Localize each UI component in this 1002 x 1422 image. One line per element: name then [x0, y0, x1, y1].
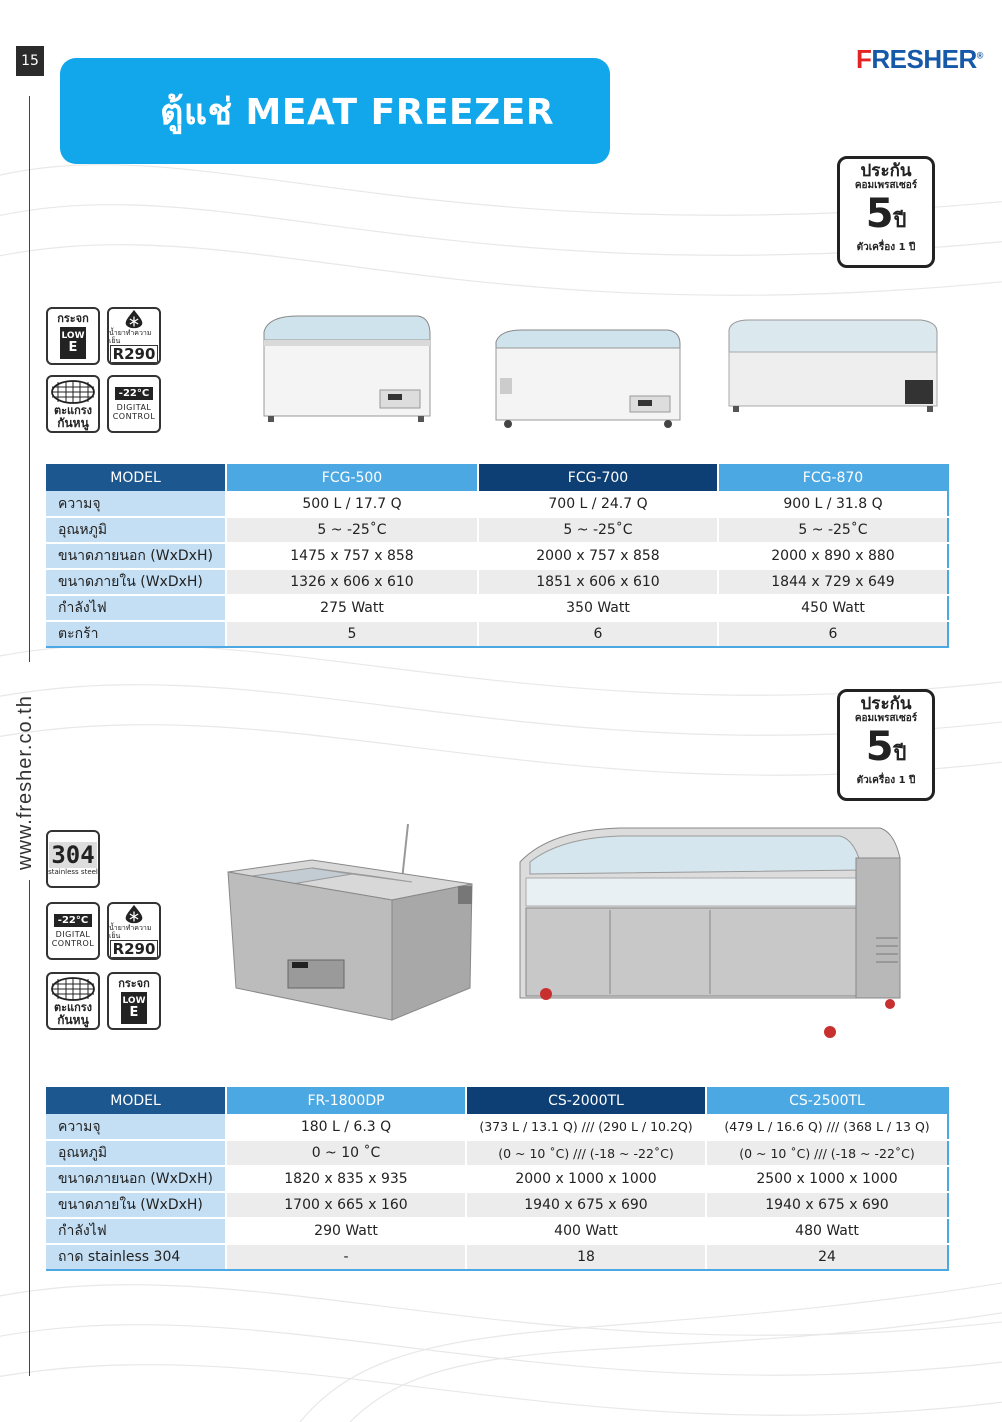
table-row	[46, 1166, 948, 1192]
cell-value: 5	[226, 621, 478, 647]
cell-value: 5 ~ -25˚C	[226, 517, 478, 543]
warranty-foot: ตัวเครื่อง 1 ปี	[856, 775, 916, 786]
warranty-years	[840, 725, 932, 775]
snowflake-drop-icon	[117, 904, 151, 924]
fr-1800dp-freezer-image	[222, 820, 480, 1030]
digital-temp-display: -22°C	[115, 387, 153, 400]
low-e-glass-badge	[46, 307, 100, 365]
steel-304-number: 304	[51, 841, 95, 869]
low-e-label: กระจก	[57, 312, 89, 325]
digital-control-badge	[46, 902, 100, 960]
low-e-low: LOW	[122, 996, 146, 1006]
row-label: ขนาดภายนอก (WxDxH)	[46, 543, 226, 569]
mesh-top-label: ตะแกรง	[53, 403, 93, 417]
cell-value: 0 ~ 10 ˚C	[226, 1140, 466, 1166]
cell-value: 1844 x 729 x 649	[718, 569, 948, 595]
digital-control-badge	[107, 375, 161, 433]
warranty-head: ประกัน	[860, 161, 912, 181]
table-row	[46, 1244, 948, 1270]
low-e-glass-badge	[107, 972, 161, 1030]
website-url: www.fresher.co.th	[14, 695, 36, 870]
table-header-model: MODEL	[46, 464, 226, 491]
rodent-mesh-badge	[46, 375, 100, 433]
control-label: CONTROL	[112, 412, 156, 421]
mesh-grid-icon	[50, 379, 96, 405]
warranty-sub: คอมเพรสเซอร์	[854, 713, 918, 724]
digital-label: DIGITAL	[55, 930, 91, 939]
cell-value: 180 L / 6.3 Q	[226, 1114, 466, 1140]
cell-value: 500 L / 17.7 Q	[226, 491, 478, 517]
cell-value: 900 L / 31.8 Q	[718, 491, 948, 517]
cell-value: 2000 x 757 x 858	[478, 543, 718, 569]
row-label: ความจุ	[46, 491, 226, 517]
row-label: อุณหภูมิ	[46, 1140, 226, 1166]
row-label: ขนาดภายใน (WxDxH)	[46, 569, 226, 595]
cell-value: 2000 x 890 x 880	[718, 543, 948, 569]
table-header-fcg-700: FCG-700	[478, 464, 718, 491]
low-e-icon	[60, 327, 86, 359]
fcg-870-freezer-image	[725, 318, 941, 414]
cell-value: 480 Watt	[706, 1218, 948, 1244]
r290-badge	[107, 902, 161, 960]
table-row	[46, 1140, 948, 1166]
warranty-head: ประกัน	[860, 694, 912, 714]
warranty-badge	[837, 689, 935, 801]
cell-value: 2000 x 1000 x 1000	[466, 1166, 706, 1192]
table-row	[46, 621, 948, 647]
r290-small-label: น้ำยาทำความเย็น	[109, 924, 152, 940]
table-row	[46, 543, 948, 569]
table-row	[46, 1114, 948, 1140]
cell-value: 350 Watt	[478, 595, 718, 621]
cell-value: 290 Watt	[226, 1218, 466, 1244]
spec-table-1	[46, 464, 949, 648]
row-label: อุณหภูมิ	[46, 517, 226, 543]
row-label: ตะกร้า	[46, 621, 226, 647]
cell-value: 2500 x 1000 x 1000	[706, 1166, 948, 1192]
mesh-bottom-label: กันหนู	[57, 415, 89, 430]
warranty-years-unit: ปี	[893, 741, 907, 765]
cell-value: 1475 x 757 x 858	[226, 543, 478, 569]
cell-value: (0 ~ 10 ˚C) /// (-18 ~ -22˚C)	[466, 1140, 706, 1166]
rodent-mesh-badge	[46, 972, 100, 1030]
page-number: 15	[16, 46, 44, 76]
mesh-top-label: ตะแกรง	[53, 1000, 93, 1014]
r290-label: R290	[110, 345, 159, 363]
low-e-e: E	[129, 1005, 139, 1020]
cell-value: 1940 x 675 x 690	[706, 1192, 948, 1218]
warranty-sub: คอมเพรสเซอร์	[854, 180, 918, 191]
steel-label: stainless steel	[48, 868, 98, 876]
table-row	[46, 595, 948, 621]
table-header-fcg-500: FCG-500	[226, 464, 478, 491]
logo-rest: RESHER	[871, 44, 977, 74]
table-header-cs-2500tl: CS-2500TL	[706, 1087, 948, 1114]
row-label: ถาด stainless 304	[46, 1244, 226, 1270]
cell-value: 24	[706, 1244, 948, 1270]
table-row	[46, 517, 948, 543]
snowflake-drop-icon	[117, 309, 151, 329]
warranty-years-number: 5	[865, 191, 894, 237]
r290-small-label: น้ำยาทำความเย็น	[109, 329, 152, 345]
low-e-icon	[121, 992, 147, 1024]
digital-temp-display: -22°C	[54, 914, 92, 927]
cell-value: 6	[478, 621, 718, 647]
cell-value: 5 ~ -25˚C	[478, 517, 718, 543]
warranty-foot: ตัวเครื่อง 1 ปี	[856, 242, 916, 253]
cell-value: 6	[718, 621, 948, 647]
table-row	[46, 491, 948, 517]
table-row	[46, 569, 948, 595]
cell-value: (373 L / 13.1 Q) /// (290 L / 10.2Q)	[466, 1114, 706, 1140]
cell-value: 1851 x 606 x 610	[478, 569, 718, 595]
logo-registered-mark: ®	[976, 50, 983, 61]
cell-value: 400 Watt	[466, 1218, 706, 1244]
row-label: ขนาดภายใน (WxDxH)	[46, 1192, 226, 1218]
spec-table-2	[46, 1087, 949, 1271]
fcg-500-freezer-image	[258, 312, 434, 424]
low-e-e: E	[68, 340, 78, 355]
table-header-cs-2000tl: CS-2000TL	[466, 1087, 706, 1114]
cs-2000tl-display-freezer-image	[510, 818, 904, 1042]
warranty-years	[840, 192, 932, 242]
control-label: CONTROL	[51, 939, 95, 948]
cell-value: 1326 x 606 x 610	[226, 569, 478, 595]
low-e-label: กระจก	[118, 977, 150, 990]
r290-label: R290	[110, 940, 159, 958]
fresher-logo	[856, 44, 983, 75]
table-row	[46, 1218, 948, 1244]
fcg-700-freezer-image	[492, 326, 684, 430]
cell-value: (0 ~ 10 ˚C) /// (-18 ~ -22˚C)	[706, 1140, 948, 1166]
logo-first-letter: F	[856, 44, 872, 74]
cell-value: 450 Watt	[718, 595, 948, 621]
cell-value: 18	[466, 1244, 706, 1270]
table-header-row	[46, 464, 948, 491]
r290-badge	[107, 307, 161, 365]
mesh-grid-icon	[50, 976, 96, 1002]
title-banner	[60, 58, 610, 164]
cell-value: 700 L / 24.7 Q	[478, 491, 718, 517]
cell-value: 5 ~ -25˚C	[718, 517, 948, 543]
row-label: กำลังไฟ	[46, 595, 226, 621]
warranty-badge	[837, 156, 935, 268]
side-divider-top	[29, 96, 30, 662]
cell-value: (479 L / 16.6 Q) /// (368 L / 13 Q)	[706, 1114, 948, 1140]
cell-value: 1940 x 675 x 690	[466, 1192, 706, 1218]
row-label: กำลังไฟ	[46, 1218, 226, 1244]
cell-value: 275 Watt	[226, 595, 478, 621]
table-header-row	[46, 1087, 948, 1114]
table-header-fr-1800dp: FR-1800DP	[226, 1087, 466, 1114]
stainless-304-badge	[46, 830, 100, 888]
table-row	[46, 1192, 948, 1218]
row-label: ความจุ	[46, 1114, 226, 1140]
warranty-years-unit: ปี	[893, 208, 907, 232]
cell-value: 1820 x 835 x 935	[226, 1166, 466, 1192]
warranty-years-number: 5	[865, 724, 894, 770]
page-title: ตู้แช่ MEAT FREEZER	[160, 91, 555, 133]
digital-label: DIGITAL	[116, 403, 152, 412]
cell-value: -	[226, 1244, 466, 1270]
cell-value: 1700 x 665 x 160	[226, 1192, 466, 1218]
low-e-low: LOW	[61, 331, 85, 341]
mesh-bottom-label: กันหนู	[57, 1012, 89, 1027]
side-divider-bottom	[29, 880, 30, 1376]
table-header-fcg-870: FCG-870	[718, 464, 948, 491]
row-label: ขนาดภายนอก (WxDxH)	[46, 1166, 226, 1192]
table-header-model: MODEL	[46, 1087, 226, 1114]
